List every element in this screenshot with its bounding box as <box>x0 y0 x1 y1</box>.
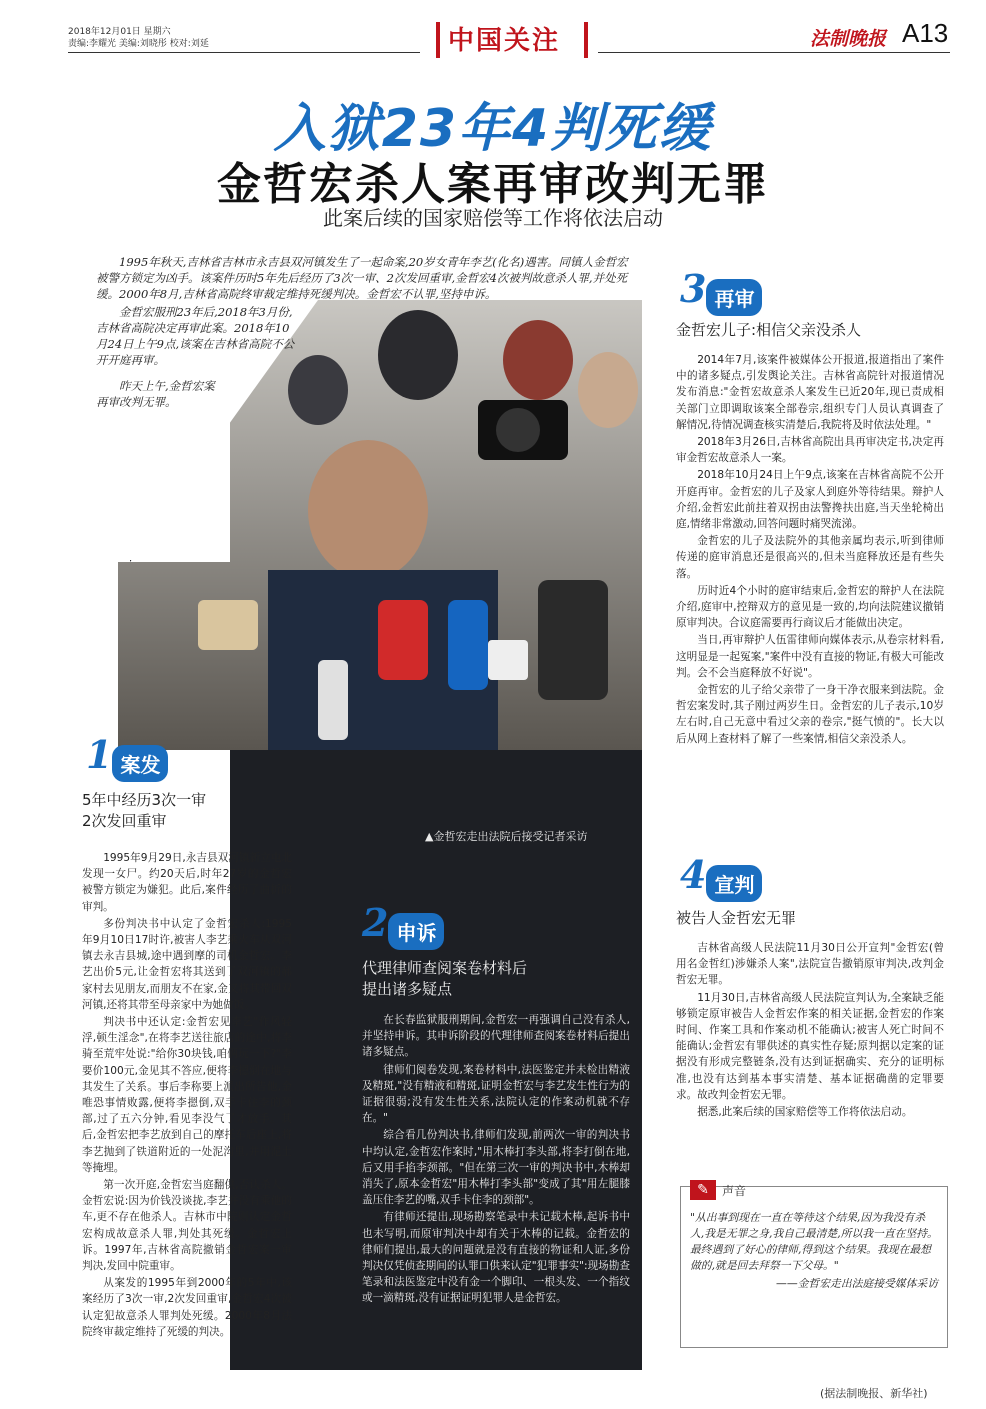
section-4-subtitle <box>676 908 946 929</box>
header-bar-right <box>584 22 588 58</box>
lead-paragraph-2 <box>96 304 296 368</box>
subheadline: 此案后续的国家赔偿等工作将依法启动 <box>323 206 663 230</box>
section-4-heading <box>680 852 762 902</box>
section-1-body <box>82 850 292 1341</box>
editor-credits: 责编:李耀光 美编:刘晓彤 校对:刘延 <box>68 39 209 49</box>
voice-attribution: ——金哲宏走出法庭接受媒体采访 <box>776 1277 938 1290</box>
section-4-para: 据悉,此案后续的国家赔偿等工作将依法启动。 <box>697 1106 913 1119</box>
section-2-heading <box>362 900 444 950</box>
lead-text-3: 昨天上午,金哲宏案再审改判无罪。 <box>96 379 215 409</box>
paper-logo: 法制晚报 <box>810 28 887 50</box>
header-rule-right <box>598 52 950 53</box>
section-1-sub2: 2次发回重审 <box>82 812 167 830</box>
section-1-heading <box>86 732 168 782</box>
section-2-para: 律师们阅卷发现,案卷材料中,法医鉴定并未检出精液及精斑,"没有精液和精斑,证明金哲宏与李艺发生性行为的证据很弱;没有发生性关系,法院认定的作案动机就不存在。" <box>362 1063 630 1125</box>
section-2-subtitle <box>362 958 622 1000</box>
lead-text-1: 1995年秋天,吉林省吉林市永吉县双河镇发生了一起命案,20岁女青年李艺(化名)遇害。同镇人金哲宏被警方锁定为凶手。该案件历时5年先后经历了3次一审、2次发回重审,金哲宏4次被判故意杀人罪,并处死缓。2000年8月,吉林省高院终审裁定维持死缓判决。金哲宏不认罪,坚持申诉。 <box>96 255 628 301</box>
section-1-para: 从案发的1995年到2000年的5年中,该案经历了3次一审,2次发回重审,金哲宏4次被认定犯故意杀人罪判处死缓。2000年8月法院终审裁定维持了死缓的判决。 <box>82 1277 292 1338</box>
section-2-number: 2 <box>362 900 389 945</box>
lead-paragraph-1 <box>96 254 636 302</box>
section-1-para: 1995年9月29日,永吉县双河镇新立屯北发现一女尸。约20天后,时年27岁的金哲宏被警方锁定为嫌犯。此后,案件经历了曲折的审判。 <box>82 852 292 913</box>
section-4-para: 11月30日,吉林省高级人民法院宣判认为,全案缺乏能够锁定原审被告人金哲宏作案的相关证据,金哲宏的作案时间、作案工具和作案动机不能确认;被害人死亡时间不能确认;金哲宏有罪供述的真实性存疑;原判据以定案的证据没有形成完整链条,没有达到证据确实、充分的证明标准,也没有达到基本事实清楚、基本证据确凿的定罪要求。故改判金哲宏无罪。 <box>676 991 944 1101</box>
voice-quote <box>690 1210 938 1292</box>
section-2-para: 在长春监狱服刑期间,金哲宏一再强调自己没有杀人,并坚持申诉。其申诉阶段的代理律师查阅案卷材料后提出诸多疑点。 <box>362 1014 630 1059</box>
section-3-para: 2014年7月,该案件被媒体公开报道,报道指出了案件中的诸多疑点,引发舆论关注。吉林省高院针对报道情况发布消息:"金哲宏故意杀人案发生已近20年,现已责成相关部门立即调取该案全部卷宗,组织专门人员认真调查了解情况,待情况调查核实清楚后,我院将及时依法处理。" <box>676 354 944 431</box>
section-3-para: 当日,再审辩护人伍雷律师向媒体表示,从卷宗材料看,这明显是一起冤案,"案件中没有直接的物证,有极大可能改判。会不会当庭释放不好说"。 <box>676 634 944 679</box>
section-1-number: 1 <box>86 732 113 777</box>
page-number: A13 <box>902 18 949 48</box>
section-2-para: 有律师还提出,现场勘察笔录中未记载木棒,起诉书中也未写明,而原审判决中却有关于木棒的记载。金哲宏的律师们提出,最大的问题就是没有直接的物证和人证,多份判决仅凭侦查期间的认罪口供来认定"犯罪事实":现场勘查笔录和法医鉴定中没有金一个脚印、一根头发、一个指纹或一滴精斑,没有证据证明犯罪人是金哲宏。 <box>362 1211 630 1305</box>
voice-label: 声音 <box>722 1184 747 1198</box>
lead-text-2: 金哲宏服刑23年后,2018年3月份,吉林省高院决定再审此案。2018年10月24日上午9点,该案在吉林省高院不公开开庭再审。 <box>96 305 295 367</box>
section-1-para: 判决书中还认定:金哲宏见李艺"作风轻浮,顿生淫念",在将李艺送往旅店的途中,将李骑至荒牢处说:"给你30块钱,咱俩玩一下?"李要价100元,金见其不答应,便将李摁倒在地与其发生了关系。事后李称要上派出所告他,金唯恐事情败露,便将李摁倒,双手卡住李的颈部,过了五六分钟,看见李没气了才放手。其后,金哲宏把李艺放到自己的摩托车后座上,将李艺抛到了铁道附近的一处泥沟里,并用泥土等掩埋。 <box>82 1016 292 1174</box>
lead-paragraph-3 <box>96 378 226 410</box>
section-3-title: 再审 <box>706 279 762 316</box>
kicker-title: 入狱23年4判死缓 <box>273 99 713 159</box>
source-note: (据法制晚报、新华社) <box>820 1387 928 1400</box>
section-3-para: 2018年3月26日,吉林省高院出具再审决定书,决定再审金哲宏故意杀人一案。 <box>676 436 944 465</box>
headline: 金哲宏杀人案再审改判无罪 <box>217 159 769 210</box>
section-name: 中国关注 <box>448 26 561 56</box>
section-2-para: 综合看几份判决书,律师们发现,前两次一审的判决书中均认定,金哲宏作案时,"用木棒打李头部,将李打倒在地,后又用手掐李颈部。"但在第三次一审的判决书中,木棒却消失了,原本金哲宏"用木棒打李头部"变成了其"用左腿膝盖压住李艺的嘴,双手卡住李的颈部"。 <box>362 1129 630 1207</box>
section-3-para: 金哲宏的儿子给父亲带了一身干净衣服来到法院。金哲宏案发时,其子刚过两岁生日。金哲宏的儿子表示,10岁左右时,自己无意中看过父亲的卷宗,"挺气愤的"。长大以后从网上查材料了解了一些案情,相信父亲没杀人。 <box>676 684 944 745</box>
section-3-body <box>676 352 944 748</box>
section-3-para: 2018年10月24日上午9点,该案在吉林省高院不公开开庭再审。金哲宏的儿子及家人到庭外等待结果。辩护人介绍,金哲宏此前拄着双拐由法警搀扶出庭,当天坐轮椅出庭,情绪非常激动,回答问题时痛哭流涕。 <box>676 469 944 531</box>
header-bar-left <box>436 22 440 58</box>
section-3-subtitle <box>676 320 946 341</box>
header-meta <box>68 26 418 50</box>
section-2-sub1: 代理律师查阅案卷材料后 <box>362 959 528 977</box>
section-3-para: 历时近4个小时的庭审结束后,金哲宏的辩护人在法院介绍,庭审中,控辩双方的意见是一致的,均向法院建议撤销原审判决。合议庭需要再行商议后才能做出决定。 <box>676 584 944 630</box>
section-4-sub1: 被告人金哲宏无罪 <box>676 909 797 927</box>
photo-caption: ▲金哲宏走出法院后接受记者采访 <box>425 830 588 843</box>
section-4-body <box>676 940 944 1121</box>
section-3-sub1: 金哲宏儿子:相信父亲没杀人 <box>676 321 862 339</box>
section-1-para: 多份判决书中认定了金哲宏杀人:1995年9月10日17时许,被害人李艺乘火车从双河镇去永吉县城,途中遇到摩的司机金哲宏。李艺出价5元,让金哲宏将其送到了双河镇的郝家村去见朋友,而朋友不在家,金又将其带回双河镇,还将其带至母亲家中为她做饭。 <box>82 917 292 1011</box>
section-2-body <box>362 1012 630 1308</box>
section-4-number: 4 <box>680 852 707 897</box>
section-1-sub1: 5年中经历3次一审 <box>82 791 207 809</box>
section-2-title: 申诉 <box>388 913 444 950</box>
section-3-number: 3 <box>680 266 707 311</box>
section-3-para: 金哲宏的儿子及法院外的其他亲属均表示,听到律师传递的庭审消息还是很高兴的,但未当庭释放还是有些失落。 <box>676 535 944 580</box>
header-rule-left <box>68 52 420 53</box>
voice-label-icon: ✎ <box>690 1180 716 1200</box>
issue-date: 2018年12月01日 星期六 <box>68 27 171 37</box>
section-3-heading <box>680 266 762 316</box>
section-1-para: 第一次开庭,金哲宏当庭翻供,否认杀人。金哲宏说:因为价钱没谈拢,李艺并没有乘他的车,更不存在他杀人。吉林市中院则认定金哲宏构成故意杀人罪,判处其死缓。金哲宏上诉。1997年,吉林省高院撤销金哲宏案一审判决,发回中院重审。 <box>82 1179 292 1273</box>
section-4-title: 宣判 <box>706 865 762 902</box>
section-2-sub2: 提出诸多疑点 <box>362 980 453 998</box>
section-1-subtitle <box>82 790 262 832</box>
voice-quote-text: "从出事到现在一直在等待这个结果,因为我没有杀人,我是无罪之身,我自己最清楚,所以我一直在坚持。最终遇到了好心的律师,得到这个结果。我现在最想做的,就是回去拜祭一下父母。" <box>690 1211 938 1272</box>
section-4-para: 吉林省高级人民法院11月30日公开宣判"金哲宏(曾用名金哲红)涉嫌杀人案",法院宣告撤销原审判决,改判金哲宏无罪。 <box>676 942 944 987</box>
section-1-title: 案发 <box>112 745 168 782</box>
